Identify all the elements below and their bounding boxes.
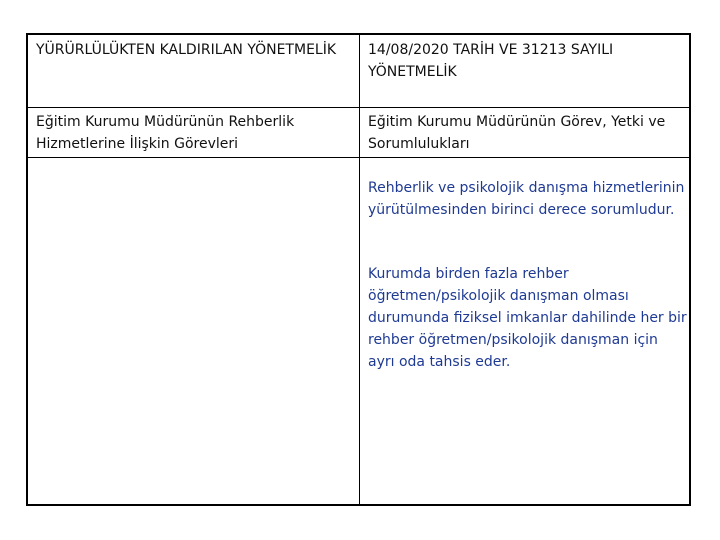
row-divider [28, 107, 689, 108]
new-regulation-section-title: Eğitim Kurumu Müdürünün Görev, Yetki ve Sorumlulukları [368, 114, 666, 152]
duty-item: Rehberlik ve psikolojik danışma hizmetlerinin yürütülmesinden birinci derece sorumludur. [368, 180, 685, 218]
duty-item: Kurumda birden fazla rehber öğretmen/psikolojik danışman olması durumunda fiziksel imkanlar dahilinde her bir rehber öğretmen/psikolojik danışman için ayrı oda tahsis eder. [368, 266, 687, 370]
header-new-regulation: 14/08/2020 TARİH VE 31213 SAYILI YÖNETMELİK [368, 42, 614, 80]
header-old-regulation: YÜRÜRLÜLÜKTEN KALDIRILAN YÖNETMELİK [36, 42, 337, 58]
regulation-comparison-table [26, 33, 691, 506]
new-regulation-duties [368, 177, 688, 415]
old-regulation-section-title: Eğitim Kurumu Müdürünün Rehberlik Hizmetlerine İlişkin Görevleri [36, 114, 295, 152]
row-divider [28, 157, 689, 158]
column-divider [359, 35, 360, 504]
